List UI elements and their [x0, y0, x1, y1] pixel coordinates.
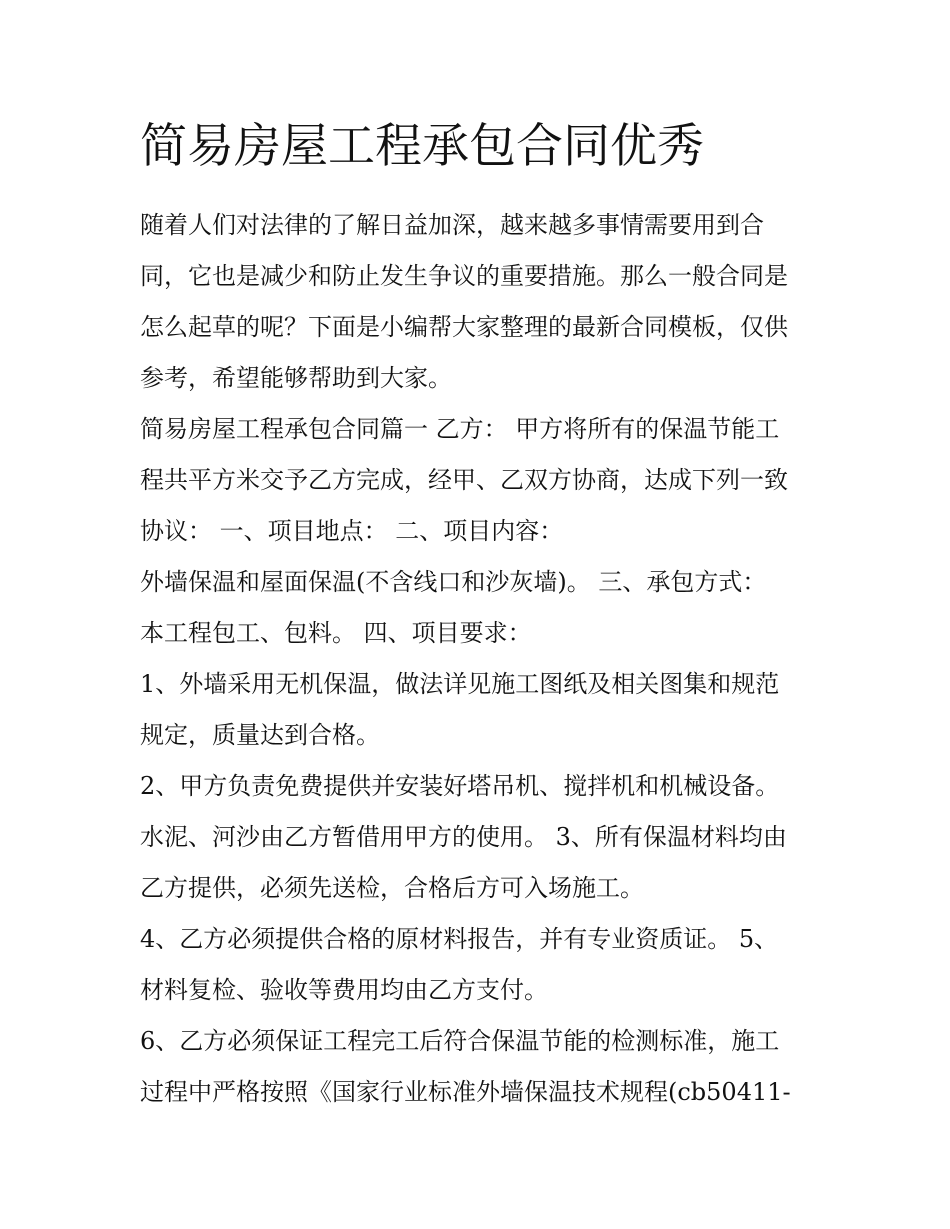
- text-line: 规定，质量达到合格。: [140, 721, 380, 749]
- text-line: 同，它也是减少和防止发生争议的重要措施。那么一般合同是: [140, 262, 788, 290]
- text-line: 2、甲方负责免费提供并安装好塔吊机、搅拌机和机械设备。: [140, 772, 780, 800]
- text-line: 过程中严格按照《国家行业标准外墙保温技术规程(cb50411-: [140, 1078, 791, 1106]
- text-line: 4、乙方必须提供合格的原材料报告，并有专业资质证。 5、: [140, 925, 779, 953]
- text-line: 随着人们对法律的了解日益加深，越来越多事情需要用到合: [140, 211, 764, 239]
- text-line: 简易房屋工程承包合同篇一 乙方： 甲方将所有的保温节能工: [140, 415, 780, 443]
- text-line: 怎么起草的呢？下面是小编帮大家整理的最新合同模板，仅供: [140, 313, 788, 341]
- text-line: 协议： 一、项目地点： 二、项目内容：: [140, 517, 564, 545]
- text-line: 乙方提供，必须先送检，合格后方可入场施工。: [140, 874, 644, 902]
- text-line: 外墙保温和屋面保温(不含线口和沙灰墙)。 三、承包方式：: [140, 568, 767, 596]
- text-line: 参考，希望能够帮助到大家。: [140, 364, 452, 392]
- text-line: 水泥、河沙由乙方暂借用甲方的使用。 3、所有保温材料均由: [140, 823, 787, 851]
- text-line: 程共平方米交予乙方完成，经甲、乙双方协商，达成下列一致: [140, 466, 788, 494]
- document-title: 简易房屋工程承包合同优秀: [140, 119, 704, 174]
- document-body: [140, 200, 840, 1118]
- text-line: 6、乙方必须保证工程完工后符合保温节能的检测标准，施工: [140, 1027, 780, 1055]
- text-line: 本工程包工、包料。 四、项目要求：: [140, 619, 532, 647]
- text-line: 材料复检、验收等费用均由乙方支付。: [140, 976, 548, 1004]
- text-line: 1、外墙采用无机保温，做法详见施工图纸及相关图集和规范: [140, 670, 780, 698]
